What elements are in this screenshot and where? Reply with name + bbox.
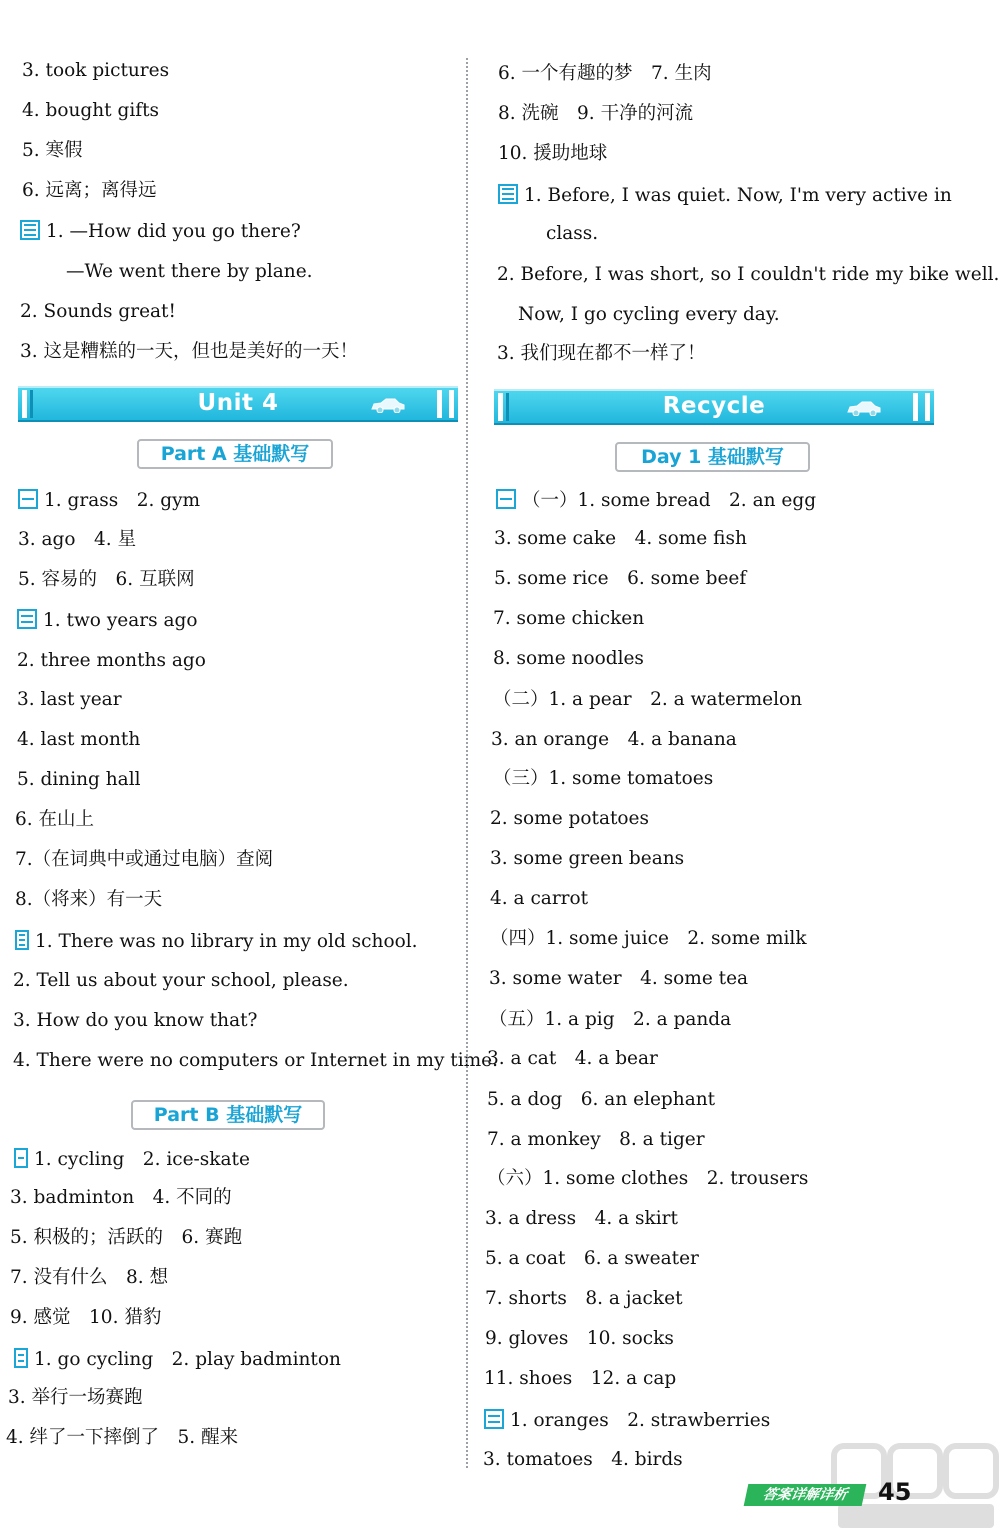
day1-heading: Day 1 基础默写 [615,442,810,472]
unit-title: Unit 4 [197,390,279,416]
answer-line: 3. took pictures [22,60,170,81]
answer-line: 3. tomatoes 4. birds [483,1449,683,1470]
recycle-banner [494,389,934,425]
section-three-icon [15,930,29,950]
section-one-block [496,488,816,514]
answer-line: 3. 我们现在都不一样了！ [497,343,706,364]
answer-line: 6. 在山上 [15,809,95,830]
answer-line: 4. last month [17,729,141,750]
answer-text: （一）1. some bread 2. an egg [522,490,817,511]
section-one-icon [18,489,38,509]
answer-line: 3. some cake 4. some fish [494,528,747,549]
answer-line: 8. 洗碗 9. 干净的河流 [498,103,694,124]
answer-text: 1. oranges 2. strawberries [510,1410,771,1431]
section-three-icon [20,220,40,240]
answer-line: 3. a dress 4. a skirt [485,1208,678,1229]
answer-line: 8. some noodles [493,648,644,669]
answer-line: （二）1. a pear 2. a watermelon [493,689,803,710]
section-two-block [484,1408,770,1434]
section-three-icon [498,184,518,204]
answer-line: 8.（将来）有一天 [15,889,163,910]
section-one-icon [496,489,516,509]
section-two-icon [484,1409,504,1429]
answer-line: 5. a coat 6. a sweater [485,1248,699,1269]
section-two-icon [14,1348,28,1368]
answer-line: 5. 积极的；活跃的 6. 赛跑 [10,1227,243,1248]
answer-line: 3. badminton 4. 不同的 [10,1187,232,1208]
answer-line: 11. shoes 12. a cap [484,1368,677,1389]
answer-line: 2. Before, I was short, so I couldn't ride my bike well. [497,264,1000,285]
recycle-title: Recycle [662,393,766,419]
answer-line: 7. shorts 8. a jacket [485,1288,683,1309]
answer-line: 4. 绊了一下摔倒了 5. 醒来 [6,1427,239,1448]
answer-line: 9. 感觉 10. 猎豹 [10,1307,162,1328]
answer-line: 3. an orange 4. a banana [491,729,737,750]
answer-line: 4. bought gifts [22,100,160,121]
answer-text: 1. cycling 2. ice-skate [34,1149,250,1170]
part-b-heading: Part B 基础默写 [131,1100,325,1130]
section-three-block [498,183,952,209]
answer-line: 3. 这是糟糕的一天，但也是美好的一天！ [20,341,359,362]
answer-line: （四）1. some juice 2. some milk [490,928,807,949]
answer-line: 3. last year [17,689,122,710]
answer-line: 4. There were no computers or Internet in my time. [13,1050,498,1071]
answer-line: —We went there by plane. [66,261,313,282]
answer-line: 3. ago 4. 星 [18,529,137,550]
answer-text: 1. two years ago [43,610,198,631]
section-two-block [17,608,197,634]
answer-line: （六）1. some clothes 2. trousers [487,1168,809,1189]
answer-line: class. [546,223,599,244]
column-divider [466,58,468,1468]
answer-line: 2. some potatoes [490,808,649,829]
section-one-block [18,488,200,514]
section-one-icon [14,1148,28,1168]
car-icon [846,400,882,416]
answer-line: 2. Tell us about your school, please. [13,970,349,991]
unit-banner [18,386,458,422]
answer-line: 3. some water 4. some tea [489,968,749,989]
section-two-block [14,1347,341,1373]
answer-line: 5. 容易的 6. 互联网 [18,569,195,590]
footer-label: 答案详解详析 [744,1484,867,1506]
answer-line: 6. 远离；离得远 [22,180,157,201]
section-three-block [15,929,418,955]
answer-text: 1. There was no library in my old school. [35,931,418,952]
car-icon [370,397,406,413]
answer-line: 3. a cat 4. a bear [487,1048,658,1069]
answer-line: 2. Sounds great! [20,301,176,322]
answer-text: 1. —How did you go there? [46,221,301,242]
answer-line: 7. some chicken [493,608,645,629]
answer-text: 1. Before, I was quiet. Now, I'm very active in [524,185,952,206]
answer-line: 5. some rice 6. some beef [494,568,747,589]
answer-line: 7. 没有什么 8. 想 [10,1267,169,1288]
answer-line: 5. 寒假 [22,140,83,161]
answer-line: 2. three months ago [17,650,206,671]
answer-line: 5. a dog 6. an elephant [487,1089,716,1110]
answer-line: 3. some green beans [490,848,685,869]
answer-line: 7.（在词典中或通过电脑）查阅 [15,849,274,870]
answer-line: 3. 举行一场赛跑 [8,1387,143,1408]
answer-line: 4. a carrot [490,888,589,909]
section-one-block [14,1147,250,1173]
answer-line: Now, I go cycling every day. [518,304,780,325]
answer-line: 10. 援助地球 [498,143,608,164]
answer-text: 1. go cycling 2. play badminton [34,1349,341,1370]
page-number: 45 [878,1478,912,1506]
answer-line: （三）1. some tomatoes [493,768,714,789]
answer-line: 9. gloves 10. socks [485,1328,674,1349]
part-a-heading: Part A 基础默写 [137,439,333,469]
section-two-icon [17,609,37,629]
answer-line: 3. How do you know that? [13,1010,258,1031]
answer-line: （五）1. a pig 2. a panda [489,1009,732,1030]
answer-line: 7. a monkey 8. a tiger [487,1129,705,1150]
answer-line: 5. dining hall [17,769,141,790]
answer-text: 1. grass 2. gym [44,490,201,511]
section-three-block [20,219,301,245]
answer-line: 6. 一个有趣的梦 7. 生肉 [498,63,712,84]
